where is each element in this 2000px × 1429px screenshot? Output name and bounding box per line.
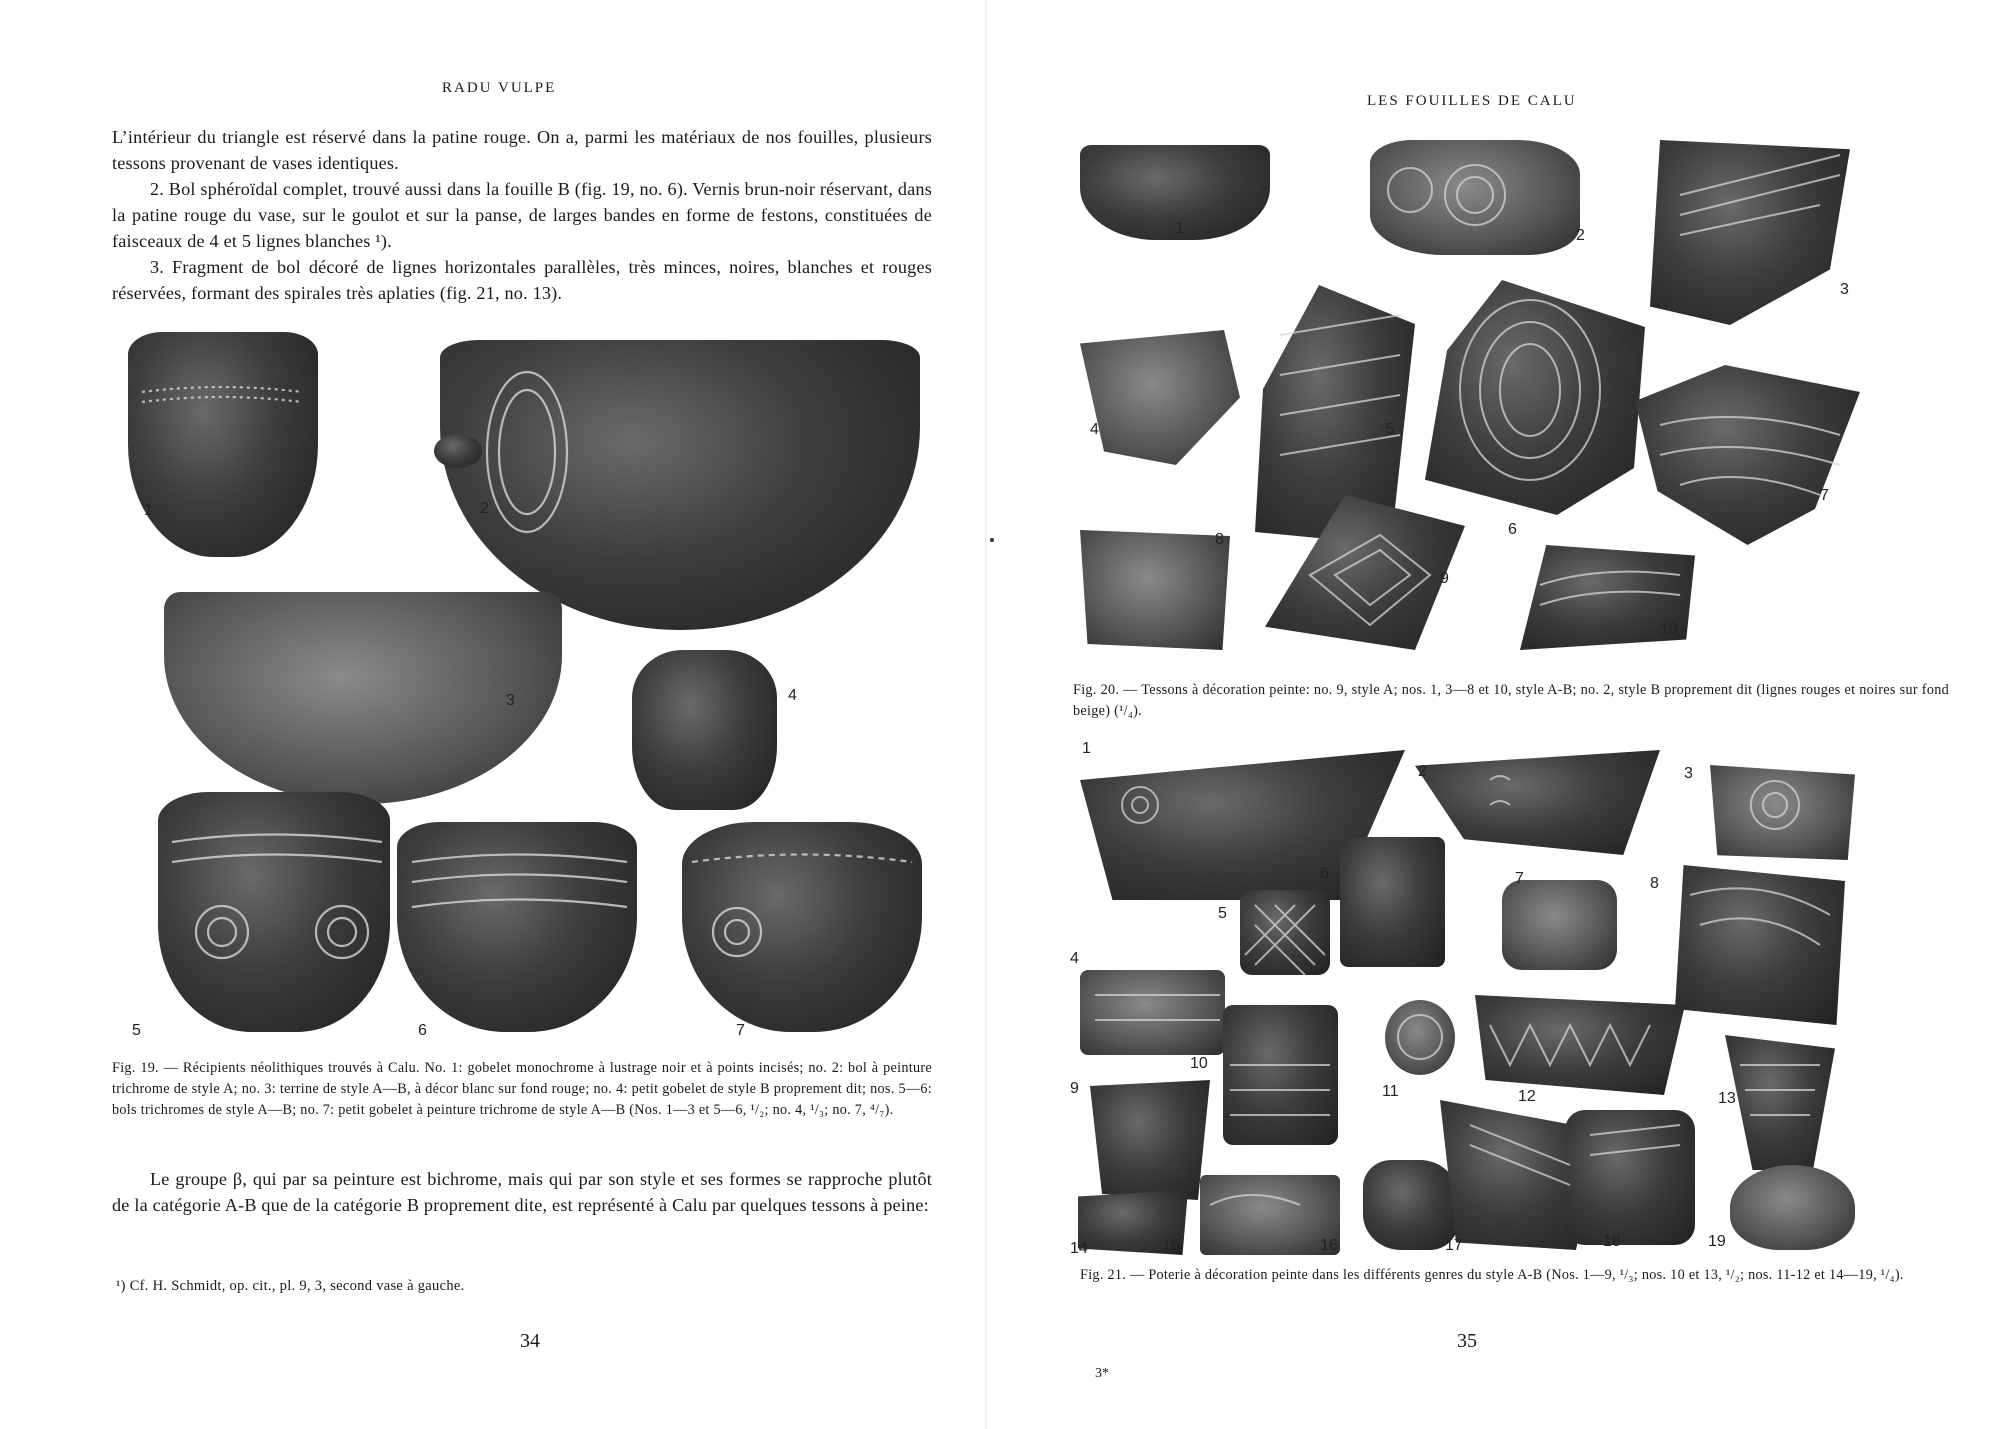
figure-19-caption: Fig. 19. — Récipients néolithiques trouvés à Calu. No. 1: gobelet monochrome à lustrage noir et à points incisés; no. 2: bol à peinture trichrome de style A; no. 3: terrine de style A—B, à décor blanc sur fond rouge; no. 4: petit gobelet de style B proprement dit; nos. 5—6: bols trichromes de style A—B; no. 7: petit gobelet à peinture trichrome de style A—B (Nos. 1—3 et 5—6, ¹/₂; no. 4, ¹/₃; no. 7, ⁴/₇).: [112, 1060, 932, 1118]
fig20-label-8: 8: [1215, 531, 1224, 548]
fig19-label-1: 1: [144, 502, 153, 519]
fig21-label-10: 10: [1190, 1055, 1208, 1072]
fig21-label-14: 14: [1070, 1240, 1088, 1257]
paragraph-4: Le groupe β, qui par sa peinture est bichrome, mais qui par son style et ses formes se rapproche plutôt de la catégorie A-B que de la catégorie B proprement dite, est représenté à Calu par quelques tessons à peine:: [112, 1169, 932, 1215]
fig21-label-8: 8: [1650, 875, 1659, 892]
figure-21-decoration: [1070, 745, 1965, 1260]
right-page: [985, 0, 2000, 1429]
figure-21-caption: Fig. 21. — Poterie à décoration peinte dans les différents genres du style A-B (Nos. 1—9, ¹/₃; nos. 10 et 13, ¹/₂; nos. 11-12 et 14—19, ¹/₄).: [1080, 1267, 1904, 1283]
page-number-left: 34: [520, 1330, 540, 1352]
fig19-label-6: 6: [418, 1022, 427, 1039]
paragraph-3: 3. Fragment de bol décoré de lignes horizontales parallèles, très minces, noires, blanches et rouges réservées, formant des spirales très aplaties (fig. 21, no. 13).: [112, 257, 932, 303]
fig19-label-2: 2: [480, 500, 489, 517]
page-number-right: 35: [1457, 1330, 1477, 1352]
fig21-label-2: 2: [1418, 763, 1427, 780]
fig19-label-5: 5: [132, 1022, 141, 1039]
figure-20-decoration: [1080, 135, 1960, 650]
left-page: [0, 0, 985, 1429]
figure-19-plate: [112, 322, 942, 1052]
fig21-label-11: 11: [1382, 1083, 1399, 1100]
left-body-text-bottom: [112, 1166, 932, 1218]
running-head-left: RADU VULPE: [442, 80, 557, 96]
paragraph-2: 2. Bol sphéroïdal complet, trouvé aussi dans la fouille B (fig. 19, no. 6). Vernis brun-noir réservant, dans la patine rouge du vase, sur le goulot et sur la panse, de larges bandes en forme de festons, constituées de faisceaux de 4 et 5 lignes blanches ¹).: [112, 179, 932, 251]
fig20-label-2: 2: [1576, 227, 1585, 244]
fig21-label-12: 12: [1518, 1088, 1536, 1105]
fig20-label-1: 1: [1175, 220, 1184, 237]
fig19-label-3: 3: [506, 692, 515, 709]
fig21-label-7: 7: [1515, 870, 1524, 887]
fig21-label-13: 13: [1718, 1090, 1736, 1107]
figure-20-caption: Fig. 20. — Tessons à décoration peinte: no. 9, style A; nos. 1, 3—8 et 10, style A-B; no. 2, style B proprement dit (lignes rouges et noires sur fond beige) (¹/₄).: [1073, 682, 1949, 719]
fig21-label-19: 19: [1708, 1233, 1726, 1250]
fig19-label-7: 7: [736, 1022, 745, 1039]
fig21-label-15: 15: [1162, 1237, 1180, 1254]
figure-21-plate: [1070, 740, 1965, 1260]
fig20-label-3: 3: [1840, 281, 1849, 298]
figure-20-plate: [1080, 135, 1960, 650]
fig20-label-7: 7: [1820, 487, 1829, 504]
fig21-label-5: 5: [1218, 905, 1227, 922]
fig20-label-4: 4: [1090, 421, 1099, 438]
fig20-label-5: 5: [1385, 421, 1394, 438]
fig21-label-6: 6: [1320, 865, 1329, 882]
fig20-label-9: 9: [1440, 570, 1449, 587]
fig21-label-3: 3: [1684, 765, 1693, 782]
fig20-label-6: 6: [1508, 521, 1517, 538]
fig21-label-1: 1: [1082, 740, 1091, 757]
fig21-label-17: 17: [1445, 1237, 1463, 1254]
footnote-1: ¹) Cf. H. Schmidt, op. cit., pl. 9, 3, second vase à gauche.: [116, 1278, 465, 1294]
fig21-label-9: 9: [1070, 1080, 1079, 1097]
fig21-label-4: 4: [1070, 950, 1079, 967]
signature-mark: 3*: [1095, 1366, 1109, 1381]
fig20-label-10: 10: [1660, 621, 1678, 638]
paragraph-1: L’intérieur du triangle est réservé dans la patine rouge. On a, parmi les matériaux de nos fouilles, plusieurs tessons provenant de vases identiques.: [112, 127, 932, 173]
fig19-label-4: 4: [788, 687, 797, 704]
fig21-label-16: 16: [1320, 1237, 1338, 1254]
fig21-label-18: 18: [1603, 1233, 1621, 1250]
running-head-right: LES FOUILLES DE CALU: [1367, 93, 1577, 109]
figure-19-decoration: [112, 322, 942, 1052]
left-body-text: [112, 124, 932, 306]
